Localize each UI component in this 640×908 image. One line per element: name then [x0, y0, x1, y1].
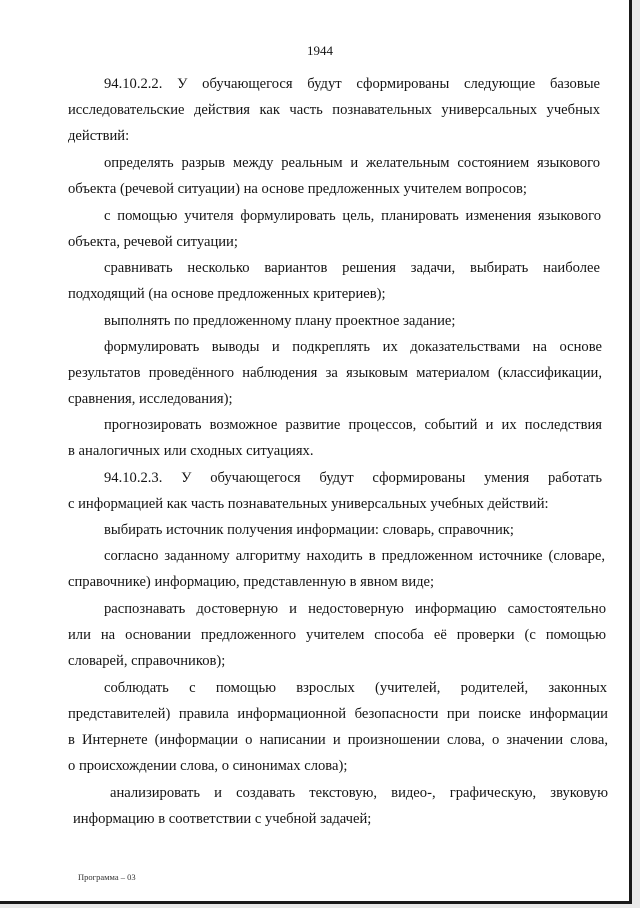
text-line: 94.10.2.3. У обучающегося будут сформированы умения работать — [104, 470, 602, 486]
text-line: о происхождении слова, о синонимах слова); — [68, 758, 348, 774]
text-line: распознавать достоверную и недостоверную информацию самостоятельно — [104, 601, 606, 617]
text-line: объекта, речевой ситуации; — [68, 234, 238, 250]
text-line: подходящий (на основе предложенных критериев); — [68, 286, 386, 302]
text-line: прогнозировать возможное развитие процессов, событий и их последствия — [104, 417, 602, 433]
text-line: исследовательские действия как часть познавательных универсальных учебных — [68, 102, 600, 118]
page-footer: Программа – 03 — [78, 872, 136, 882]
text-line: или на основании предложенного учителем способа её проверки (с помощью — [68, 627, 606, 643]
text-line: действий: — [68, 128, 130, 144]
page-number: 1944 — [307, 43, 333, 58]
text-line: информацию в соответствии с учебной задачей; — [73, 811, 372, 827]
text-line: определять разрыв между реальным и желательным состоянием языкового — [104, 155, 600, 171]
text-line: выполнять по предложенному плану проектное задание; — [104, 313, 456, 329]
text-line: анализировать и создавать текстовую, видео-, графическую, звуковую — [110, 785, 608, 801]
text-line: 94.10.2.2. У обучающегося будут сформированы следующие базовые — [104, 76, 600, 92]
text-line: объекта (речевой ситуации) на основе предложенных учителем вопросов; — [68, 181, 527, 197]
text-line: с помощью учителя формулировать цель, планировать изменения языкового — [104, 208, 601, 224]
text-line: в аналогичных или сходных ситуациях. — [68, 443, 314, 459]
text-line: сравнения, исследования); — [68, 391, 233, 407]
text-line: результатов проведённого наблюдения за языковым материалом (классификации, — [68, 365, 602, 381]
text-line: выбирать источник получения информации: словарь, справочник; — [104, 522, 514, 538]
text-line: с информацией как часть познавательных универсальных учебных действий: — [68, 496, 549, 512]
text-line: согласно заданному алгоритму находить в предложенном источнике (словаре, — [104, 548, 605, 564]
text-line: словарей, справочников); — [68, 653, 226, 669]
text-line: представителей) правила информационной безопасности при поиске информации — [68, 706, 608, 722]
text-line: соблюдать с помощью взрослых (учителей, родителей, законных — [104, 680, 607, 696]
text-line: в Интернете (информации о написании и произношении слова, о значении слова, — [68, 732, 608, 748]
text-line: сравнивать несколько вариантов решения задачи, выбирать наиболее — [104, 260, 600, 276]
text-line: справочнике) информацию, представленную в явном виде; — [68, 574, 435, 590]
text-line: формулировать выводы и подкреплять их доказательствами на основе — [104, 339, 602, 355]
